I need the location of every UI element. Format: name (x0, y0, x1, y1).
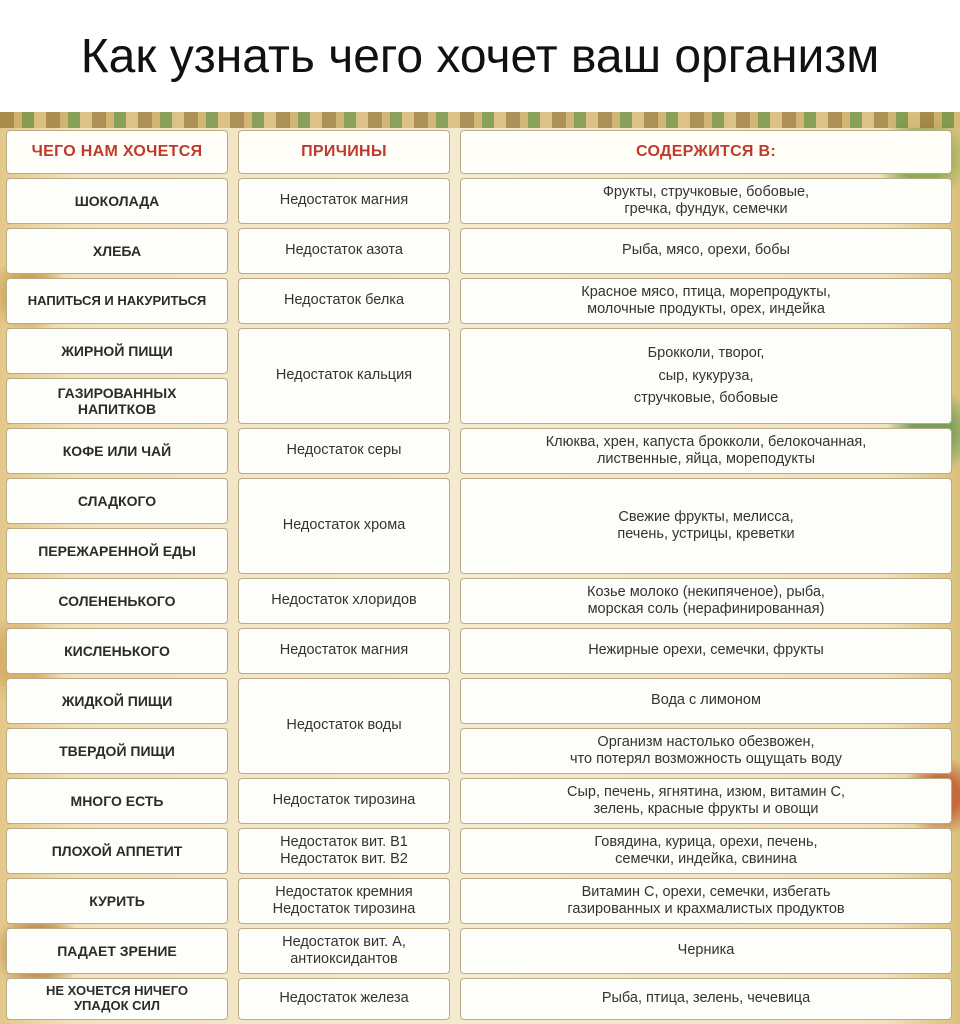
reason-cell: Недостаток хлоридов (238, 578, 450, 624)
reason-cell: Недостаток кремния Недостаток тирозина (238, 878, 450, 924)
craving-cell: ХЛЕБА (6, 228, 228, 274)
reason-cell: Недостаток магния (238, 178, 450, 224)
reason-cell: Недостаток тирозина (238, 778, 450, 824)
header-reason: ПРИЧИНЫ (238, 130, 450, 174)
source-cell: Козье молоко (некипяченое), рыба, морская соль (нерафинированная) (460, 578, 952, 624)
page-title: Как узнать чего хочет ваш организм (0, 0, 960, 112)
reason-cell: Недостаток воды (238, 678, 450, 774)
reason-cell: Недостаток вит. В1 Недостаток вит. В2 (238, 828, 450, 874)
craving-cell: СОЛЕНЕНЬКОГО (6, 578, 228, 624)
decorative-border (0, 112, 960, 128)
craving-cell: КУРИТЬ (6, 878, 228, 924)
reason-cell: Недостаток вит. А, антиоксидантов (238, 928, 450, 974)
source-cell: Сыр, печень, ягнятина, изюм, витамин С, зелень, красные фрукты и овощи (460, 778, 952, 824)
reason-cell: Недостаток хрома (238, 478, 450, 574)
source-cell: Вода с лимоном (460, 678, 952, 724)
craving-cell: ЖИДКОЙ ПИЩИ (6, 678, 228, 724)
craving-cell: ГАЗИРОВАННЫХ НАПИТКОВ (6, 378, 228, 424)
craving-cell: КОФЕ ИЛИ ЧАЙ (6, 428, 228, 474)
craving-cell: ПЛОХОЙ АППЕТИТ (6, 828, 228, 874)
source-cell: Нежирные орехи, семечки, фрукты (460, 628, 952, 674)
craving-cell: НЕ ХОЧЕТСЯ НИЧЕГО УПАДОК СИЛ (6, 978, 228, 1020)
reason-cell: Недостаток белка (238, 278, 450, 324)
craving-cell: КИСЛЕНЬКОГО (6, 628, 228, 674)
craving-cell: ПАДАЕТ ЗРЕНИЕ (6, 928, 228, 974)
source-cell: Говядина, курица, орехи, печень, семечки, индейка, свинина (460, 828, 952, 874)
source-cell: Витамин С, орехи, семечки, избегать газированных и крахмалистых продуктов (460, 878, 952, 924)
reason-cell: Недостаток магния (238, 628, 450, 674)
source-cell: Черника (460, 928, 952, 974)
cravings-table (6, 128, 954, 1024)
craving-cell: НАПИТЬСЯ И НАКУРИТЬСЯ (6, 278, 228, 324)
source-cell: Организм настолько обезвожен, что потерял возможность ощущать воду (460, 728, 952, 774)
source-cell: Рыба, мясо, орехи, бобы (460, 228, 952, 274)
craving-cell: МНОГО ЕСТЬ (6, 778, 228, 824)
header-source: СОДЕРЖИТСЯ В: (460, 130, 952, 174)
reason-cell: Недостаток серы (238, 428, 450, 474)
source-cell: Брокколи, творог, сыр, кукуруза, стручковые, бобовые (460, 328, 952, 424)
source-cell: Фрукты, стручковые, бобовые, гречка, фундук, семечки (460, 178, 952, 224)
craving-cell: ЖИРНОЙ ПИЩИ (6, 328, 228, 374)
source-cell: Рыба, птица, зелень, чечевица (460, 978, 952, 1020)
source-cell: Клюква, хрен, капуста брокколи, белокочанная, лиственные, яйца, мореподукты (460, 428, 952, 474)
craving-cell: СЛАДКОГО (6, 478, 228, 524)
source-cell: Красное мясо, птица, морепродукты, молочные продукты, орех, индейка (460, 278, 952, 324)
reason-cell: Недостаток железа (238, 978, 450, 1020)
reason-cell: Недостаток азота (238, 228, 450, 274)
source-cell: Свежие фрукты, мелисса, печень, устрицы, креветки (460, 478, 952, 574)
craving-cell: ШОКОЛАДА (6, 178, 228, 224)
header-craving: ЧЕГО НАМ ХОЧЕТСЯ (6, 130, 228, 174)
nutrition-poster (0, 112, 960, 1024)
craving-cell: ТВЕРДОЙ ПИЩИ (6, 728, 228, 774)
craving-cell: ПЕРЕЖАРЕННОЙ ЕДЫ (6, 528, 228, 574)
reason-cell: Недостаток кальция (238, 328, 450, 424)
